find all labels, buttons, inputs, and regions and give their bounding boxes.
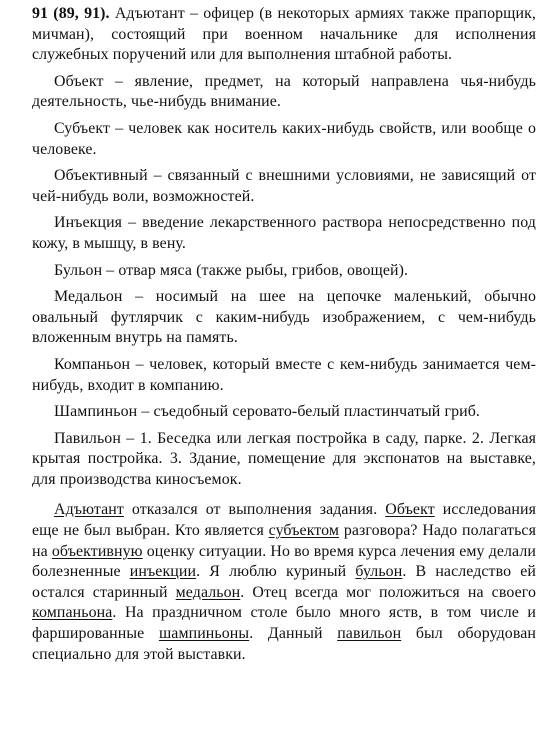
story-text: . Отец всегда мог положиться на своего [240, 583, 536, 601]
story-text: оценку ситуации. Но во время курса лечения ему делали болезненные [32, 542, 536, 581]
underlined-word: медальон [175, 583, 241, 601]
definition-paragraph: Объективный – связанный с внешними условиями, не зависящий от чей-нибудь воли, возможностей. [32, 167, 536, 205]
definition-paragraph: Шампиньон – съедобный серовато-белый пластинчатый гриб. [54, 403, 480, 421]
story-text: отказался от выполнения задания. [123, 501, 386, 519]
definition-paragraph: Компаньон – человек, который вместе с кем-нибудь занимается чем-нибудь, входит в компанию. [32, 355, 536, 394]
underlined-word: объективную [51, 542, 143, 560]
definition-text: Адъютант – офицер (в некоторых армиях также прапорщик, мичман), состоящий при военном начальнике для исполнения служебных поручений или для выполнения штабной работы. [32, 5, 536, 64]
definition-paragraph: Медальон – носимый на шее на цепочке маленький, обычно овальный футлярчик с каким-нибудь изображением, с чем-нибудь вложенным внутрь на память. [32, 288, 536, 347]
story-text: . Я люблю куриный [196, 563, 356, 581]
underlined-word: павильон [337, 625, 402, 643]
story-paragraph [32, 500, 536, 665]
underlined-word: бульон [355, 563, 403, 581]
definition-paragraph: Субъект – человек как носитель каких-нибудь свойств, или вообще о человеке. [32, 119, 536, 158]
definition-paragraph: Бульон – отвар мяса (также рыбы, грибов, овощей). [54, 261, 409, 279]
underlined-word: инъекции [129, 563, 197, 581]
story-text: исследования еще не был выбран. Кто является [32, 501, 536, 540]
definition-paragraph: Инъекция – введение лекарственного раствора непосредственно под кожу, в мышцу, в вену. [32, 214, 536, 252]
underlined-word: компаньона [32, 604, 113, 622]
story-text: . На праздничном столе было много яств, в том числе и фаршированные [32, 604, 536, 643]
exercise-number: 91 (89, 91). [32, 5, 110, 22]
underlined-word: Адъютант [54, 501, 124, 519]
definition-paragraph: Павильон – 1. Беседка или легкая постройка в саду, парке. 2. Легкая крытая постройка. 3. Здание, помещение для экспонатов на выставке, для производства киносъемок. [32, 429, 536, 488]
underlined-word: субъектом [268, 522, 340, 540]
underlined-word: Объект [385, 501, 435, 519]
story-text: . В наследство ей остался старинный [32, 563, 536, 601]
story-text: был оборудован специально для этой выставки. [32, 625, 536, 663]
definition-paragraph [32, 4, 536, 66]
definition-paragraph: Объект – явление, предмет, на который направлена чья-нибудь деятельность, чье-нибудь внимание. [32, 72, 536, 111]
underlined-word: шампиньоны [158, 625, 250, 643]
story-text: . Данный [249, 625, 338, 643]
story-text: разговора? Надо полагаться на [32, 522, 536, 560]
